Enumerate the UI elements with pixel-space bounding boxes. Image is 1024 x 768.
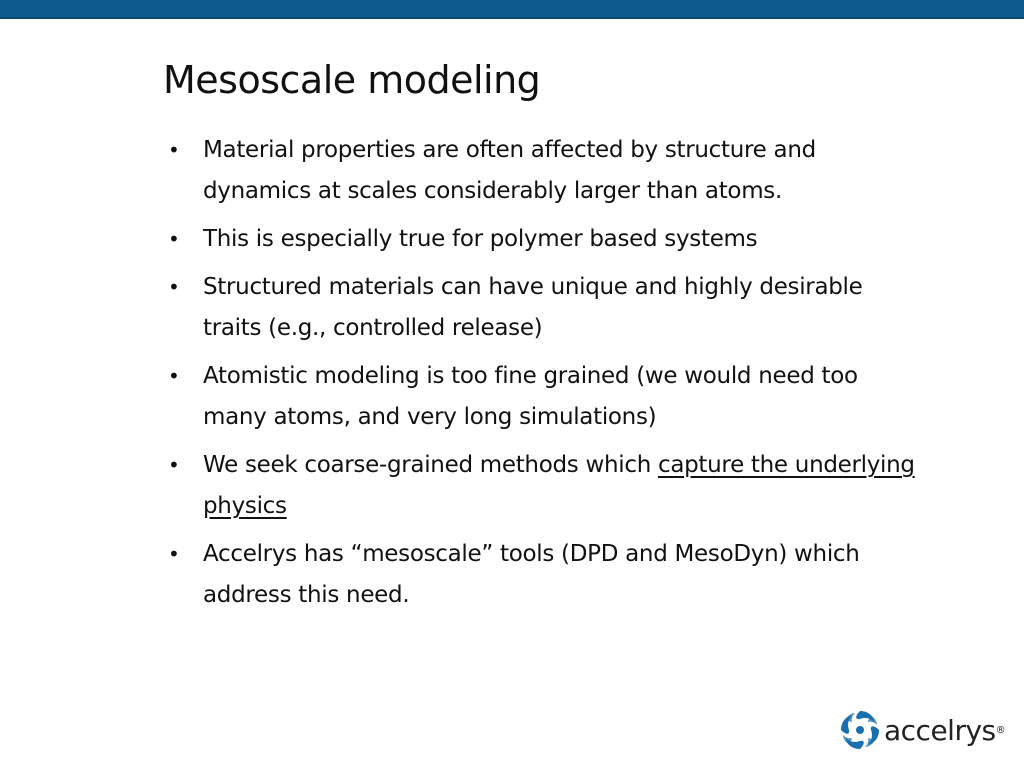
bullet-item (163, 219, 923, 260)
accelrys-swirl-icon (838, 708, 882, 752)
bullet-text: Material properties are often affected by structure and dynamics at scales considerably larger than atoms. (203, 137, 816, 204)
bullet-item (163, 534, 923, 616)
logo-wordmark: accelrys (884, 713, 996, 747)
bullet-text: Structured materials can have unique and highly desirable traits (e.g., controlled release) (203, 274, 863, 341)
bullet-icon: • (168, 227, 180, 251)
bullet-text: Accelrys has “mesoscale” tools (DPD and MesoDyn) which address this need. (203, 541, 860, 608)
bullet-item (163, 130, 923, 212)
bullet-text: This is especially true for polymer based systems (203, 226, 758, 252)
registered-mark: ® (995, 724, 1006, 736)
bullet-icon: • (168, 453, 180, 477)
bullet-text: We seek coarse-grained methods which (203, 452, 658, 478)
slide-title: Mesoscale modeling (163, 58, 541, 102)
bullet-item (163, 356, 923, 438)
bullet-item (163, 267, 923, 349)
top-bar (0, 0, 1024, 19)
accelrys-logo (838, 705, 1008, 755)
bullet-icon: • (168, 542, 180, 566)
bullet-list (163, 130, 923, 623)
underlined-link-text: capture the underlying physics (203, 452, 915, 519)
bullet-text: Atomistic modeling is too fine grained (we would need too many atoms, and very long simulations) (203, 363, 858, 430)
bullet-icon: • (168, 138, 180, 162)
bullet-icon: • (168, 275, 180, 299)
bullet-item (163, 445, 923, 527)
bullet-icon: • (168, 364, 180, 388)
